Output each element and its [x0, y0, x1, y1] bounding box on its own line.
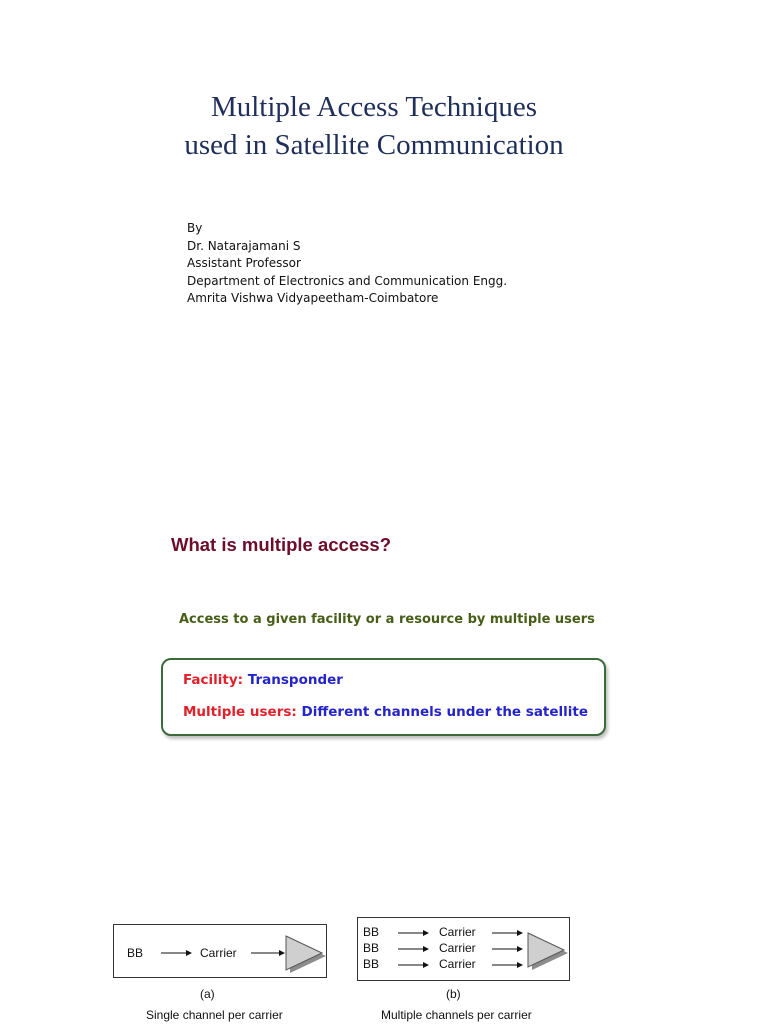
users-label: Multiple users: — [183, 704, 297, 720]
users-value: Different channels under the satellite — [301, 704, 589, 720]
facility-row — [183, 672, 343, 688]
diagram-b-caption: Multiple channels per carrier — [381, 1008, 532, 1022]
section-heading: What is multiple access? — [171, 534, 392, 555]
diagram-b-row3-carrier: Carrier — [439, 957, 476, 971]
definition-text: Access to a given facility or a resource by multiple users — [179, 612, 595, 627]
diagram-b-row1-bb: BB — [363, 925, 380, 939]
diagram-b-tag: (b) — [446, 987, 461, 1001]
title-line-1: Multiple Access Techniques — [210, 91, 538, 123]
diagram-b-row2-bb: BB — [363, 941, 380, 955]
facility-label: Facility: — [183, 672, 244, 688]
diagram-a-bb: BB — [127, 946, 144, 960]
author-position: Assistant Professor — [187, 256, 301, 270]
facility-value: Transponder — [247, 672, 343, 688]
author-by: By — [187, 221, 203, 235]
diagram-a-caption: Single channel per carrier — [146, 1008, 283, 1022]
users-row — [183, 704, 588, 720]
diagram-a-tag: (a) — [200, 987, 215, 1001]
diagram-b-row1-carrier: Carrier — [439, 925, 476, 939]
diagram-b-row2-carrier: Carrier — [439, 941, 476, 955]
author-department: Department of Electronics and Communication Engg. — [187, 273, 508, 288]
author-institution: Amrita Vishwa Vidyapeetham-Coimbatore — [187, 291, 439, 305]
diagram-single-channel — [113, 924, 327, 978]
facility-box — [161, 658, 606, 736]
diagram-b-row3-bb: BB — [363, 957, 380, 971]
author-block — [187, 220, 507, 308]
slide-title — [0, 88, 748, 164]
title-line-2: used in Satellite Communication — [184, 129, 564, 161]
author-name: Dr. Natarajamani S — [187, 238, 301, 253]
diagram-multiple-channels — [357, 917, 570, 981]
diagram-a-carrier: Carrier — [200, 946, 237, 960]
